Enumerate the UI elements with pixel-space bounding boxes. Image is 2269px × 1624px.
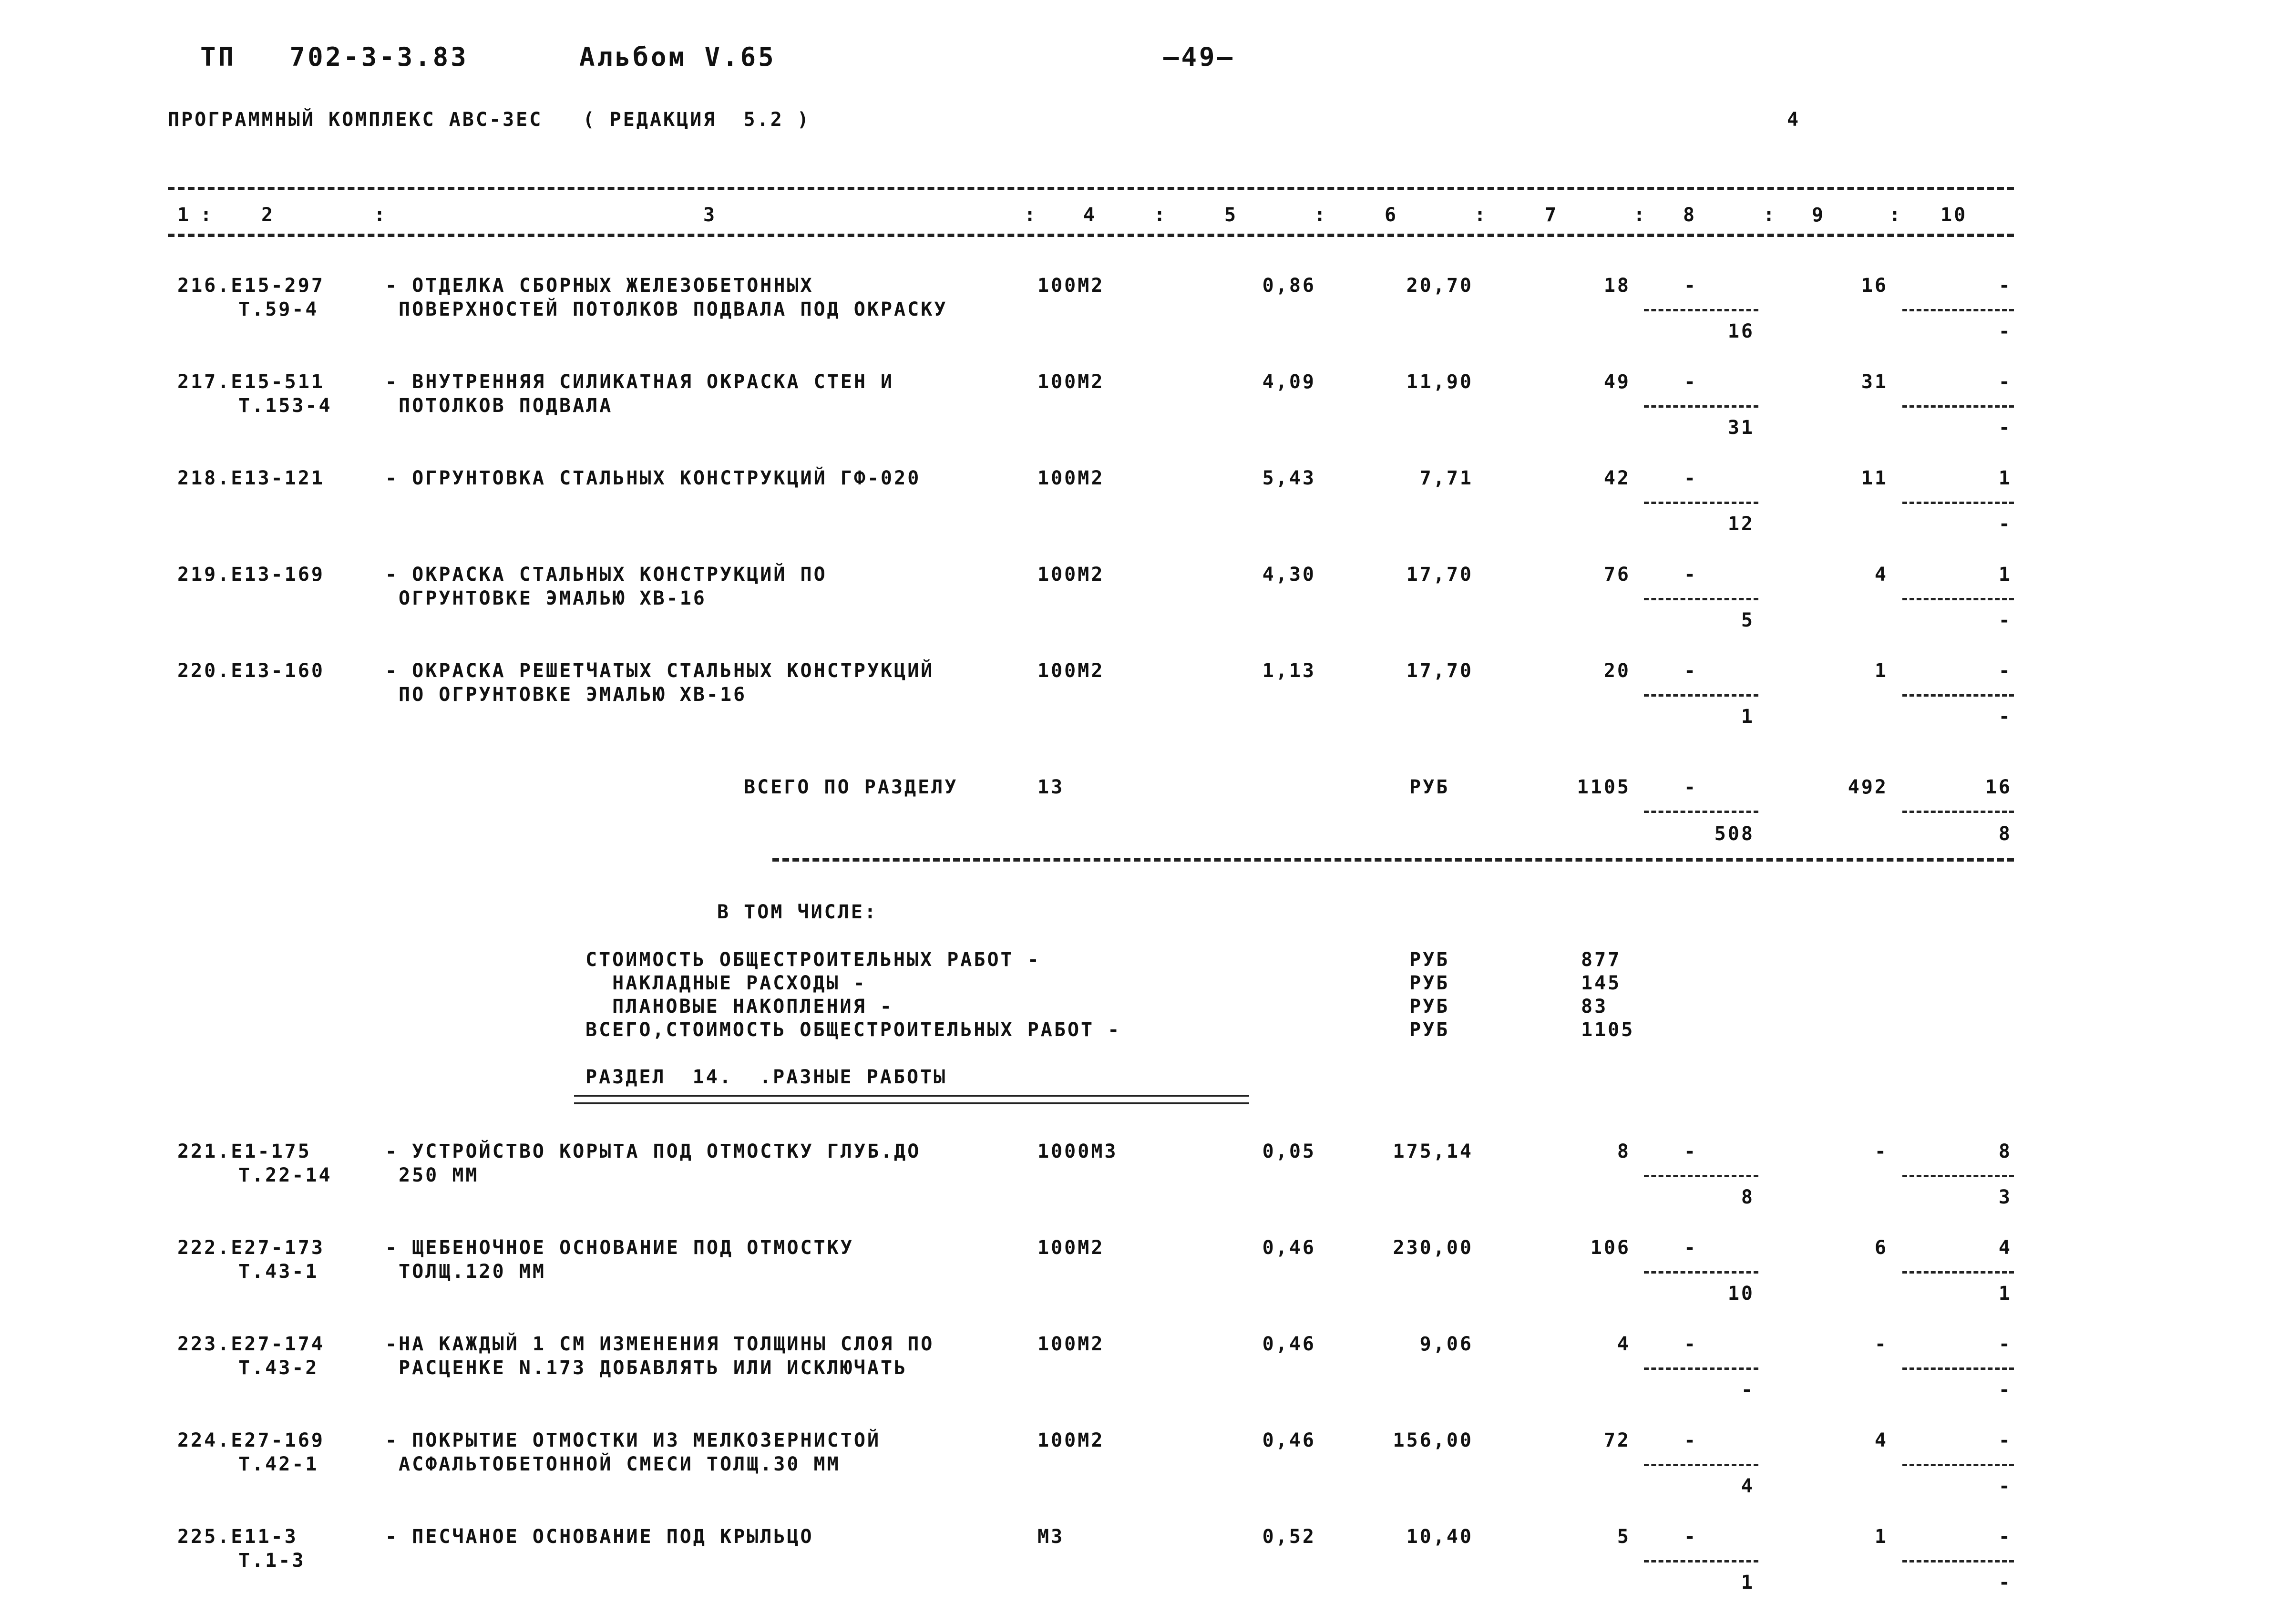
row-description: - ОКРАСКА СТАЛЬНЫХ КОНСТРУКЦИЙ ПО (385, 564, 827, 586)
fraction-line (1644, 694, 1758, 697)
row-col8-bottom: 4 (1741, 1475, 1755, 1497)
row-description: - ВНУТРЕННЯЯ СИЛИКАТНАЯ ОКРАСКА СТЕН И (385, 371, 894, 393)
row-total: 49 (1603, 371, 1631, 393)
col-7: 7 (1545, 204, 1559, 226)
including-label: НАКЛАДНЫЕ РАСХОДЫ - (585, 972, 867, 994)
fraction-line (1644, 811, 1758, 813)
row-col8-bottom: - (1741, 1379, 1755, 1401)
including-label: СТОИМОСТЬ ОБЩЕСТРОИТЕЛЬНЫХ РАБОТ - (585, 949, 1041, 971)
row-code: 217.Е15-511 (177, 371, 325, 393)
row-col10-bottom: - (1998, 706, 2012, 728)
row-reference: Т.43-2 (238, 1357, 319, 1379)
section-total-c9: 492 (1848, 776, 1888, 798)
row-col9: 1 (1874, 660, 1888, 682)
col-sep: : (1314, 204, 1328, 226)
row-code: 216.Е15-297 (177, 275, 325, 297)
row-description-cont: ОГРУНТОВКЕ ЭМАЛЬЮ ХВ-16 (399, 587, 707, 609)
row-col8-top: - (1684, 1429, 1698, 1451)
including-value: 145 (1581, 972, 1622, 994)
section-total-rule (772, 858, 2014, 862)
section-total-c8b: 508 (1714, 823, 1755, 845)
row-quantity: 0,46 (1262, 1237, 1316, 1259)
row-col9: 4 (1874, 1429, 1888, 1451)
row-col8-bottom: 16 (1727, 320, 1755, 342)
row-unit-price: 230,00 (1393, 1237, 1473, 1259)
row-description: - ОТДЕЛКА СБОРНЫХ ЖЕЛЕЗОБЕТОННЫХ (385, 275, 814, 297)
row-description-cont: РАСЦЕНКЕ N.173 ДОБАВЛЯТЬ ИЛИ ИСКЛЮЧАТЬ (399, 1357, 908, 1379)
row-unit-price: 156,00 (1393, 1429, 1473, 1451)
col-sep: : (1154, 204, 1168, 226)
row-col8-top: - (1684, 564, 1698, 586)
including-unit: РУБ (1409, 949, 1450, 971)
fraction-line (1644, 1560, 1758, 1562)
row-unit: 100М2 (1037, 1429, 1105, 1451)
col-sep: : (1474, 204, 1488, 226)
row-code: 223.Е27-174 (177, 1333, 325, 1355)
row-col10-top: 4 (1998, 1237, 2012, 1259)
row-unit: 100М2 (1037, 371, 1105, 393)
row-reference: Т.59-4 (238, 298, 319, 320)
col-8: 8 (1683, 204, 1697, 226)
col-10: 10 (1940, 204, 1968, 226)
row-unit-price: 7,71 (1419, 467, 1473, 489)
row-col9: 6 (1874, 1237, 1888, 1259)
header-top-rule (168, 187, 2014, 190)
row-col9: 16 (1861, 275, 1888, 297)
including-value: 83 (1581, 996, 1608, 1018)
col-sep: : (1024, 204, 1038, 226)
row-col9: 1 (1874, 1526, 1888, 1548)
row-description-cont: 250 ММ (399, 1164, 479, 1186)
row-code: 218.Е13-121 (177, 467, 325, 489)
row-col8-bottom: 31 (1727, 417, 1755, 439)
page-number: —49— (1163, 42, 1235, 72)
section14-underline (574, 1095, 1249, 1104)
including-label: ВСЕГО,СТОИМОСТЬ ОБЩЕСТРОИТЕЛЬНЫХ РАБОТ - (585, 1019, 1121, 1041)
row-unit: 100М2 (1037, 467, 1105, 489)
fraction-line (1644, 502, 1758, 504)
row-unit-price: 9,06 (1419, 1333, 1473, 1355)
row-col8-top: - (1684, 1141, 1698, 1162)
fraction-line (1902, 1271, 2014, 1274)
section-total-number: 13 (1037, 776, 1065, 798)
row-code: 220.Е13-160 (177, 660, 325, 682)
row-quantity: 0,52 (1262, 1526, 1316, 1548)
row-unit-price: 17,70 (1406, 660, 1473, 682)
col-1: 1 (177, 204, 191, 226)
fraction-line (1902, 309, 2014, 311)
row-description: -НА КАЖДЫЙ 1 СМ ИЗМЕНЕНИЯ ТОЛЩИНЫ СЛОЯ ПО (385, 1333, 934, 1355)
project-code: ТП 702-3-3.83 (200, 42, 469, 72)
fraction-line (1644, 1175, 1758, 1177)
row-unit-price: 175,14 (1393, 1141, 1473, 1162)
row-total: 20 (1603, 660, 1631, 682)
col-sep: : (200, 204, 214, 226)
col-3: 3 (703, 204, 717, 226)
row-col10-top: - (1998, 275, 2012, 297)
sheet-number: 4 (1787, 109, 1801, 131)
row-description: - ПЕСЧАНОЕ ОСНОВАНИЕ ПОД КРЫЛЬЦО (385, 1526, 814, 1548)
row-col10-bottom: - (1998, 1572, 2012, 1593)
col-sep: : (1889, 204, 1903, 226)
row-description: - ОКРАСКА РЕШЕТЧАТЫХ СТАЛЬНЫХ КОНСТРУКЦИЙ (385, 660, 934, 682)
row-description-cont: ПОВЕРХНОСТЕЙ ПОТОЛКОВ ПОДВАЛА ПОД ОКРАСКУ (399, 298, 948, 320)
row-col10-top: - (1998, 371, 2012, 393)
row-total: 76 (1603, 564, 1631, 586)
row-unit-price: 11,90 (1406, 371, 1473, 393)
row-unit-price: 17,70 (1406, 564, 1473, 586)
row-col10-bottom: - (1998, 1475, 2012, 1497)
row-col8-bottom: 1 (1741, 706, 1755, 728)
row-reference: Т.42-1 (238, 1453, 319, 1475)
row-description: - ЩЕБЕНОЧНОЕ ОСНОВАНИЕ ПОД ОТМОСТКУ (385, 1237, 854, 1259)
row-unit-price: 10,40 (1406, 1526, 1473, 1548)
row-col8-top: - (1684, 660, 1698, 682)
fraction-line (1644, 1464, 1758, 1466)
row-col10-bottom: - (1998, 1379, 2012, 1401)
fraction-line (1644, 405, 1758, 408)
col-sep: : (1633, 204, 1647, 226)
row-col10-bottom: 3 (1998, 1186, 2012, 1208)
row-quantity: 0,86 (1262, 275, 1316, 297)
section-total-c10b: 8 (1998, 823, 2012, 845)
fraction-line (1902, 811, 2014, 813)
row-col8-bottom: 10 (1727, 1283, 1755, 1305)
row-col9: - (1874, 1141, 1888, 1162)
row-description: - ПОКРЫТИЕ ОТМОСТКИ ИЗ МЕЛКОЗЕРНИСТОЙ (385, 1429, 881, 1451)
row-quantity: 4,30 (1262, 564, 1316, 586)
row-col10-bottom: - (1998, 609, 2012, 631)
section-total-sum: 1105 (1577, 776, 1631, 798)
col-4: 4 (1083, 204, 1097, 226)
row-total: 106 (1590, 1237, 1631, 1259)
row-description: - ОГРУНТОВКА СТАЛЬНЫХ КОНСТРУКЦИЙ ГФ-020 (385, 467, 921, 489)
row-code: 221.Е1-175 (177, 1141, 311, 1162)
row-reference: Т.1-3 (238, 1550, 306, 1572)
row-col9: 11 (1861, 467, 1888, 489)
col-9: 9 (1812, 204, 1826, 226)
row-quantity: 0,46 (1262, 1429, 1316, 1451)
row-col8-top: - (1684, 1237, 1698, 1259)
row-col10-top: - (1998, 1429, 2012, 1451)
row-col10-top: - (1998, 1526, 2012, 1548)
row-description-cont: ПОТОЛКОВ ПОДВАЛА (399, 395, 613, 417)
row-col8-top: - (1684, 1526, 1698, 1548)
fraction-line (1902, 598, 2014, 600)
row-unit-price: 20,70 (1406, 275, 1473, 297)
section-total-c10a: 16 (1985, 776, 2012, 798)
row-unit: 100М2 (1037, 275, 1105, 297)
album-number: Альбом V.65 (579, 42, 776, 72)
row-col8-bottom: 12 (1727, 513, 1755, 535)
including-unit: РУБ (1409, 972, 1450, 994)
fraction-line (1644, 1271, 1758, 1274)
row-col9: 31 (1861, 371, 1888, 393)
program-line: ПРОГРАММНЫЙ КОМПЛЕКС АВС-ЗЕС ( РЕДАКЦИЯ 5.2 ) (168, 109, 811, 131)
row-unit: 100М2 (1037, 564, 1105, 586)
row-reference: Т.43-1 (238, 1261, 319, 1283)
row-total: 18 (1603, 275, 1631, 297)
section-total-unit: РУБ (1409, 776, 1450, 798)
row-description-cont: АСФАЛЬТОБЕТОННОЙ СМЕСИ ТОЛЩ.30 ММ (399, 1453, 841, 1475)
col-6: 6 (1385, 204, 1398, 226)
fraction-line (1902, 502, 2014, 504)
fraction-line (1902, 694, 2014, 697)
fraction-line (1902, 1367, 2014, 1370)
including-label: ПЛАНОВЫЕ НАКОПЛЕНИЯ - (585, 996, 893, 1018)
col-sep: : (374, 204, 388, 226)
row-col10-top: - (1998, 660, 2012, 682)
including-value: 877 (1581, 949, 1622, 971)
fraction-line (1902, 1464, 2014, 1466)
row-code: 224.Е27-169 (177, 1429, 325, 1451)
row-col9: 4 (1874, 564, 1888, 586)
row-total: 8 (1617, 1141, 1631, 1162)
row-quantity: 1,13 (1262, 660, 1316, 682)
row-total: 42 (1603, 467, 1631, 489)
section14-title: РАЗДЕЛ 14. .РАЗНЫЕ РАБОТЫ (585, 1066, 947, 1088)
row-code: 222.Е27-173 (177, 1237, 325, 1259)
fraction-line (1902, 1175, 2014, 1177)
section-total-label: ВСЕГО ПО РАЗДЕЛУ (744, 776, 958, 798)
row-col8-bottom: 1 (1741, 1572, 1755, 1593)
col-5: 5 (1224, 204, 1238, 226)
row-unit: 100М2 (1037, 660, 1105, 682)
row-code: 219.Е13-169 (177, 564, 325, 586)
row-description: - УСТРОЙСТВО КОРЫТА ПОД ОТМОСТКУ ГЛУБ.ДО (385, 1141, 921, 1162)
row-unit: М3 (1037, 1526, 1065, 1548)
section-total-c8a: - (1684, 776, 1698, 798)
row-col10-top: 1 (1998, 467, 2012, 489)
row-reference: Т.22-14 (238, 1164, 332, 1186)
fraction-line (1644, 1367, 1758, 1370)
row-code: 225.Е11-3 (177, 1526, 298, 1548)
row-description-cont: ПО ОГРУНТОВКЕ ЭМАЛЬЮ ХВ-16 (399, 684, 747, 706)
row-col8-bottom: 8 (1741, 1186, 1755, 1208)
row-description-cont: ТОЛЩ.120 ММ (399, 1261, 546, 1283)
including-unit: РУБ (1409, 996, 1450, 1018)
row-reference: Т.153-4 (238, 395, 332, 417)
including-unit: РУБ (1409, 1019, 1450, 1041)
header-bottom-rule (168, 234, 2014, 237)
row-total: 72 (1603, 1429, 1631, 1451)
row-unit: 1000М3 (1037, 1141, 1118, 1162)
fraction-line (1644, 598, 1758, 600)
row-col8-top: - (1684, 467, 1698, 489)
row-quantity: 5,43 (1262, 467, 1316, 489)
fraction-line (1902, 405, 2014, 408)
row-col8-top: - (1684, 275, 1698, 297)
including-value: 1105 (1581, 1019, 1635, 1041)
row-col10-bottom: - (1998, 513, 2012, 535)
row-col10-top: 8 (1998, 1141, 2012, 1162)
row-col9: - (1874, 1333, 1888, 1355)
row-col8-bottom: 5 (1741, 609, 1755, 631)
row-col10-top: 1 (1998, 564, 2012, 586)
row-col8-top: - (1684, 1333, 1698, 1355)
row-quantity: 4,09 (1262, 371, 1316, 393)
row-col10-bottom: - (1998, 320, 2012, 342)
row-quantity: 0,05 (1262, 1141, 1316, 1162)
row-unit: 100М2 (1037, 1333, 1105, 1355)
row-col10-bottom: 1 (1998, 1283, 2012, 1305)
row-unit: 100М2 (1037, 1237, 1105, 1259)
row-total: 5 (1617, 1526, 1631, 1548)
row-total: 4 (1617, 1333, 1631, 1355)
fraction-line (1902, 1560, 2014, 1562)
row-col8-top: - (1684, 371, 1698, 393)
col-2: 2 (261, 204, 275, 226)
row-col10-bottom: - (1998, 417, 2012, 439)
col-sep: : (1763, 204, 1777, 226)
fraction-line (1644, 309, 1758, 311)
including-title: В ТОМ ЧИСЛЕ: (717, 901, 878, 923)
row-col10-top: - (1998, 1333, 2012, 1355)
row-quantity: 0,46 (1262, 1333, 1316, 1355)
